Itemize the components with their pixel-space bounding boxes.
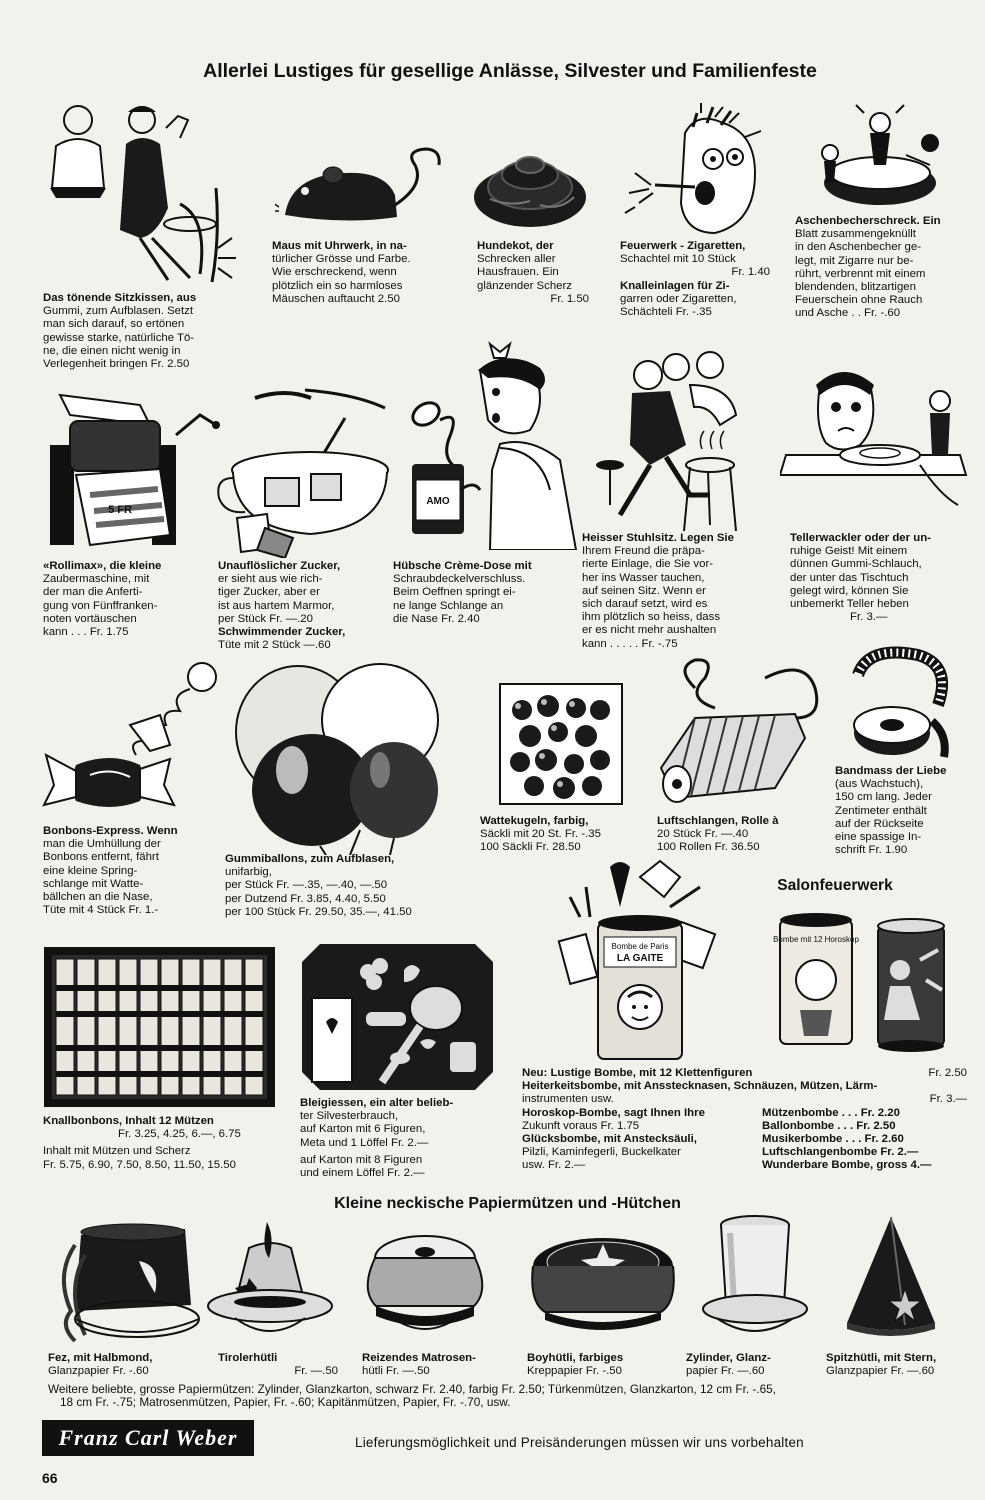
wattekugeln-line: Wattekugeln, farbig, xyxy=(480,815,589,827)
maus-line: türlicher Grösse und Farbe. xyxy=(272,253,411,266)
rollimax-banknote-label: 5 FR xyxy=(108,504,132,516)
sitzkissen-line: Das tönende Sitzkissen, aus xyxy=(43,292,197,304)
boy-line: Boyhütli, farbiges xyxy=(527,1352,624,1364)
tellerwackler-description xyxy=(790,532,965,624)
gummiballons-line: Gummiballons, zum Aufblasen, xyxy=(225,853,395,865)
bomben-line: Zukunft voraus Fr. 1.75 xyxy=(522,1119,640,1132)
tellerwackler-line: unbemerkt Teller heben xyxy=(790,598,909,611)
tellerwackler-line: dünnen Gummi-Schlauch, xyxy=(790,558,922,571)
zigaretten-line: Schächteli Fr. -.35 xyxy=(620,306,712,319)
matrosen-illustration xyxy=(350,1230,500,1345)
bonbons-express-line: eine kleine Spring- xyxy=(43,864,138,877)
matrosen-line: Reizendes Matrosen- xyxy=(362,1352,476,1364)
zucker-line: Tüte mit 2 Stück —.60 xyxy=(218,639,331,652)
spitz-illustration xyxy=(835,1213,945,1348)
hundekot-description xyxy=(477,240,589,306)
fez-line: Glanzpapier Fr. -.60 xyxy=(48,1365,149,1378)
boy-line: Kreppapier Fr. -.50 xyxy=(527,1365,622,1378)
sitzkissen-line: gewisse starke, natürliche Tö- xyxy=(43,331,195,344)
zucker-line: er sieht aus wie rich- xyxy=(218,573,323,586)
bandmass-description xyxy=(835,765,970,857)
cremedose-description xyxy=(393,560,561,626)
gummiballons-line: per Stück Fr. —.35, —.40, —.50 xyxy=(225,879,388,892)
gummiballons-line: per 100 Stück Fr. 29.50, 35.—, 41.50 xyxy=(225,905,412,918)
bonbons-express-illustration xyxy=(40,655,230,820)
knallbonbons-description xyxy=(43,1115,283,1172)
rollimax-illustration xyxy=(40,385,220,555)
bomben-price: Fr. 3.— xyxy=(929,1093,967,1106)
maus-line: Maus mit Uhrwerk, in na- xyxy=(272,240,407,252)
zucker-line: tiger Zucker, aber er xyxy=(218,586,320,599)
zigaretten-description xyxy=(620,240,770,319)
page-title: Allerlei Lustiges für gesellige Anlässe, Silvester und Familienfeste xyxy=(203,60,817,82)
maus-line: Mäuschen auftaucht 2.50 xyxy=(272,292,400,305)
zigaretten-line: garren oder Zigaretten, xyxy=(620,292,737,305)
bonbons-express-line: Bonbons-Express. Wenn xyxy=(43,825,178,837)
hundekot-line: glänzender Scherz xyxy=(477,279,572,292)
bomben-line: Heiterkeitsbombe, mit Ansstecknasen, Schnäuzen, Mützen, Lärm- xyxy=(522,1080,878,1093)
bomben-line: Pilzli, Kaminfegerli, Buckelkater xyxy=(522,1146,681,1159)
weitere-line: 18 cm Fr. -.75; Matrosenmützen, Papier, Fr. -.60; Kapitänmützen, Papier, Fr. -.70, usw. xyxy=(60,1396,511,1410)
bleigiessen-line: auf Karton mit 6 Figuren, xyxy=(300,1123,426,1136)
bomben-price xyxy=(762,1080,967,1093)
luftschlangen-line: 20 Stück Fr. —.40 xyxy=(657,828,749,841)
bonbons-express-line: schlange mit Watte- xyxy=(43,877,144,890)
zucker-line: ist aus hartem Marmor, xyxy=(218,599,335,612)
bomben-line: Horoskop-Bombe, sagt Ihnen Ihre xyxy=(522,1106,705,1119)
zucker-line: Schwimmender Zucker, xyxy=(218,626,346,639)
zylinder-line: papier Fr. —.60 xyxy=(686,1365,765,1378)
rollimax-line: noten vortäuschen xyxy=(43,612,137,625)
gummiballons-description xyxy=(225,853,455,919)
bleigiessen-description xyxy=(300,1097,500,1180)
tiroler-illustration xyxy=(205,1218,335,1348)
bomben-line: Neu: Lustige Bombe, mit 12 Klettenfiguren xyxy=(522,1067,753,1079)
zucker-description xyxy=(218,560,373,652)
bandmass-line: Zentimeter enthält xyxy=(835,804,927,817)
rollimax-line: kann . . . Fr. 1.75 xyxy=(43,626,129,639)
hundekot-illustration xyxy=(470,135,590,235)
weitere-line: Weitere beliebte, grosse Papiermützen: Zylinder, Glanzkarton, schwarz Fr. 2.40, farbig Fr. 2.50; Türkenmützen, Glanzkarton, 12 cm Fr. -.65, xyxy=(48,1383,777,1396)
bonbons-express-line: Bonbons entfernt, fährt xyxy=(43,851,159,864)
boy-illustration xyxy=(525,1232,680,1347)
gummiballons-illustration xyxy=(230,660,445,855)
zigaretten-line: Fr. 1.40 xyxy=(731,266,770,279)
cremedose-line: Hübsche Crème-Dose mit xyxy=(393,560,532,572)
knallbonbons-illustration xyxy=(42,945,277,1110)
luftschlangen-illustration xyxy=(655,658,830,813)
stuhlsitz-line: kann . . . . . Fr. -.75 xyxy=(582,637,678,650)
rollimax-description xyxy=(43,560,198,639)
bandmass-line: eine spassige In- xyxy=(835,831,922,844)
aschenbecher-illustration xyxy=(800,103,950,213)
fez-line: Fez, mit Halbmond, xyxy=(48,1352,153,1364)
rollimax-line: Zaubermaschine, mit xyxy=(43,573,150,586)
wattekugeln-line: Säckli mit 20 St. Fr. -.35 xyxy=(480,828,601,841)
spitz-line: Spitzhütli, mit Stern, xyxy=(826,1352,937,1364)
bleigiessen-line: auf Karton mit 8 Figuren xyxy=(300,1153,423,1166)
stuhlsitz-line: er es nicht mehr aushalten xyxy=(582,624,717,637)
maus-line: plötzlich ein so harmloses xyxy=(272,279,403,292)
disclaimer-notice: Lieferungsmöglichkeit und Preisänderungen müssen wir uns vorbehalten xyxy=(355,1435,804,1450)
zucker-line: Unauflöslicher Zucker, xyxy=(218,560,341,572)
zylinder-description xyxy=(686,1352,811,1378)
bomben-list-right xyxy=(762,1067,967,1173)
tiroler-description xyxy=(218,1352,338,1378)
boy-description xyxy=(527,1352,667,1378)
aschenbecher-line: in den Aschenbecher ge- xyxy=(795,241,922,254)
weitere-papiermuetzen xyxy=(48,1383,968,1409)
horoskop-bombe-illustration xyxy=(770,910,955,1060)
zylinder-line: Zylinder, Glanz- xyxy=(686,1352,771,1364)
tellerwackler-line: Fr. 3.— xyxy=(850,611,888,624)
gummiballons-line: per Dutzend Fr. 3.85, 4.40, 5.50 xyxy=(225,892,386,905)
bomben-price: Musikerbombe . . . Fr. 2.60 xyxy=(762,1133,904,1146)
bomben-line: usw. Fr. 2.— xyxy=(522,1159,586,1172)
spitz-description xyxy=(826,1352,976,1378)
hundekot-line: Hausfrauen. Ein xyxy=(477,266,559,279)
knallbonbons-line: Fr. 5.75, 6.90, 7.50, 8.50, 11.50, 15.50 xyxy=(43,1158,236,1171)
gummiballons-line: unifarbig, xyxy=(225,866,272,879)
zucker-illustration xyxy=(215,388,395,558)
sitzkissen-line: Gummi, zum Aufblasen. Setzt xyxy=(43,305,194,318)
bleigiessen-line: Meta und 1 Löffel Fr. 2.— xyxy=(300,1136,429,1149)
bleigiessen-illustration xyxy=(300,942,495,1092)
wattekugeln-line: 100 Säckli Fr. 28.50 xyxy=(480,841,581,854)
sitzkissen-line: man sich darauf, so ertönen xyxy=(43,318,185,331)
matrosen-description xyxy=(362,1352,502,1378)
bombe-paris-label: Bombe de Paris xyxy=(611,942,669,951)
sitzkissen-description xyxy=(43,292,248,371)
bonbons-express-line: man die Umhüllung der xyxy=(43,838,161,851)
rollimax-line: der man die Anferti- xyxy=(43,586,143,599)
bonbons-express-description xyxy=(43,825,198,917)
hundekot-line: Fr. 1.50 xyxy=(550,292,589,305)
aschenbecher-description xyxy=(795,215,965,321)
aschenbecher-line: und Asche . . Fr. -.60 xyxy=(795,307,901,320)
tiroler-line: Tirolerhütli xyxy=(218,1352,278,1364)
bombe-gaite-label: LA GAITE xyxy=(616,953,664,964)
cremedose-label: AMO xyxy=(426,496,450,507)
bonbons-express-line: bällchen an die Nase, xyxy=(43,891,153,904)
aschenbecher-line: blendenden, blitzartigen xyxy=(795,281,916,294)
tellerwackler-line: gelegt wird, können Sie xyxy=(790,584,909,597)
stuhlsitz-line: Ihrem Freund die präpa- xyxy=(582,545,705,558)
hundekot-line: Hundekot, der xyxy=(477,240,554,252)
cremedose-line: die Nase Fr. 2.40 xyxy=(393,612,480,625)
cremedose-illustration xyxy=(400,340,580,550)
fez-description xyxy=(48,1352,198,1378)
bandmass-line: auf der Rückseite xyxy=(835,817,924,830)
maus-description xyxy=(272,240,450,306)
bomben-line: instrumenten usw. xyxy=(522,1093,614,1106)
luftschlangen-line: Luftschlangen, Rolle à xyxy=(657,815,779,827)
zigaretten-line: Feuerwerk - Zigaretten, xyxy=(620,240,746,252)
knallbonbons-line: Fr. 3.25, 4.25, 6.—, 6.75 xyxy=(118,1128,241,1141)
zigaretten-illustration xyxy=(605,103,770,238)
aschenbecher-line: Feuerschein ohne Rauch xyxy=(795,294,923,307)
maus-line: Wie erschreckend, wenn xyxy=(272,266,397,279)
stuhlsitz-line: sich darauf setzt, wird es xyxy=(582,598,708,611)
knallbonbons-line: Inhalt mit Mützen und Scherz xyxy=(43,1145,191,1158)
stuhlsitz-line: auf seinen Sitz. Wenn er xyxy=(582,584,706,597)
cremedose-line: Schraubdeckelverschluss. xyxy=(393,573,526,586)
bomben-price: Wunderbare Bombe, gross 4.— xyxy=(762,1159,932,1172)
cremedose-line: ne lange Schlange an xyxy=(393,599,504,612)
wattekugeln-description xyxy=(480,815,640,855)
bomben-price: Fr. 2.50 xyxy=(928,1067,967,1079)
brand-name: Franz Carl Weber xyxy=(58,1425,238,1450)
bandmass-line: (aus Wachstuch), xyxy=(835,778,924,791)
tellerwackler-line: Tellerwackler oder der un- xyxy=(790,532,931,544)
bleigiessen-line: Bleigiessen, ein alter belieb- xyxy=(300,1097,454,1109)
aschenbecher-line: rührt, verbrennt mit einem xyxy=(795,267,926,280)
bonbons-express-line: Tüte mit 4 Stück Fr. 1.- xyxy=(43,904,159,917)
hundekot-line: Schrecken aller xyxy=(477,253,556,266)
luftschlangen-line: 100 Rollen Fr. 36.50 xyxy=(657,841,760,854)
cremedose-line: Beim Oeffnen springt ei- xyxy=(393,586,516,599)
horoskop-bombe-label: Bombe mit 12 Horoskop xyxy=(773,935,859,944)
bomben-line: Glücksbombe, mit Anstecksäuli, xyxy=(522,1133,697,1146)
rollimax-line: gung von Fünffranken- xyxy=(43,599,158,612)
aschenbecher-line: legt, mit Zigarre nur be- xyxy=(795,254,914,267)
bandmass-line: Bandmass der Liebe xyxy=(835,765,947,777)
franz-carl-weber-logo xyxy=(42,1420,254,1456)
stuhlsitz-line: rierte Einlage, die Sie vor- xyxy=(582,558,714,571)
stuhlsitz-description xyxy=(582,532,767,651)
bomben-price: Mützenbombe . . . Fr. 2.20 xyxy=(762,1106,900,1119)
zylinder-illustration xyxy=(700,1213,810,1348)
matrosen-line: hütli Fr. —.50 xyxy=(362,1365,430,1378)
hats-heading: Kleine neckische Papiermützen und -Hütchen xyxy=(334,1195,681,1212)
sitzkissen-illustration xyxy=(40,98,240,288)
tellerwackler-illustration xyxy=(780,365,970,515)
zigaretten-line: Knalleinlagen für Zi- xyxy=(620,279,730,292)
stuhlsitz-illustration xyxy=(590,345,760,535)
sitzkissen-line: ne, die einen nicht wenig in xyxy=(43,344,181,357)
zucker-line: per Stück Fr. —.20 xyxy=(218,612,313,625)
sitzkissen-line: Verlegenheit bringen Fr. 2.50 xyxy=(43,358,190,371)
bomben-illustration xyxy=(550,857,720,1067)
bomben-price: Luftschlangenbombe Fr. 2.— xyxy=(762,1146,919,1159)
luftschlangen-description xyxy=(657,815,825,855)
wattekugeln-illustration xyxy=(492,680,630,810)
bandmass-line: schrift Fr. 1.90 xyxy=(835,844,908,857)
stuhlsitz-line: ihm plötzlich so heiss, dass xyxy=(582,611,721,624)
bandmass-line: 150 cm lang. Jeder xyxy=(835,791,932,804)
tellerwackler-line: ruhige Geist! Mit einem xyxy=(790,545,908,558)
page-number: 66 xyxy=(42,1470,58,1486)
bleigiessen-line: und einem Löffel Fr. 2.— xyxy=(300,1167,425,1180)
stuhlsitz-line: her ins Wasser tauchen, xyxy=(582,571,705,584)
bandmass-illustration xyxy=(848,645,958,765)
spitz-line: Glanzpapier Fr. —.60 xyxy=(826,1365,935,1378)
tellerwackler-line: der unter das Tischtuch xyxy=(790,571,909,584)
rollimax-line: «Rollimax», die kleine xyxy=(43,560,162,572)
salonfeuerwerk-heading: Salonfeuerwerk xyxy=(777,877,893,894)
tiroler-line: Fr. —.50 xyxy=(294,1365,338,1378)
zigaretten-line: Schachtel mit 10 Stück xyxy=(620,253,736,266)
stuhlsitz-line: Heisser Stuhlsitz. Legen Sie xyxy=(582,532,734,544)
fez-illustration xyxy=(45,1215,205,1350)
bomben-price: Ballonbombe . . . Fr. 2.50 xyxy=(762,1119,896,1132)
aschenbecher-line: Blatt zusammengeknüllt xyxy=(795,228,916,241)
bleigiessen-line: ter Silvesterbrauch, xyxy=(300,1110,399,1123)
maus-illustration xyxy=(275,145,445,230)
knallbonbons-line: Knallbonbons, Inhalt 12 Mützen xyxy=(43,1115,214,1127)
aschenbecher-line: Aschenbecherschreck. Ein xyxy=(795,215,941,227)
